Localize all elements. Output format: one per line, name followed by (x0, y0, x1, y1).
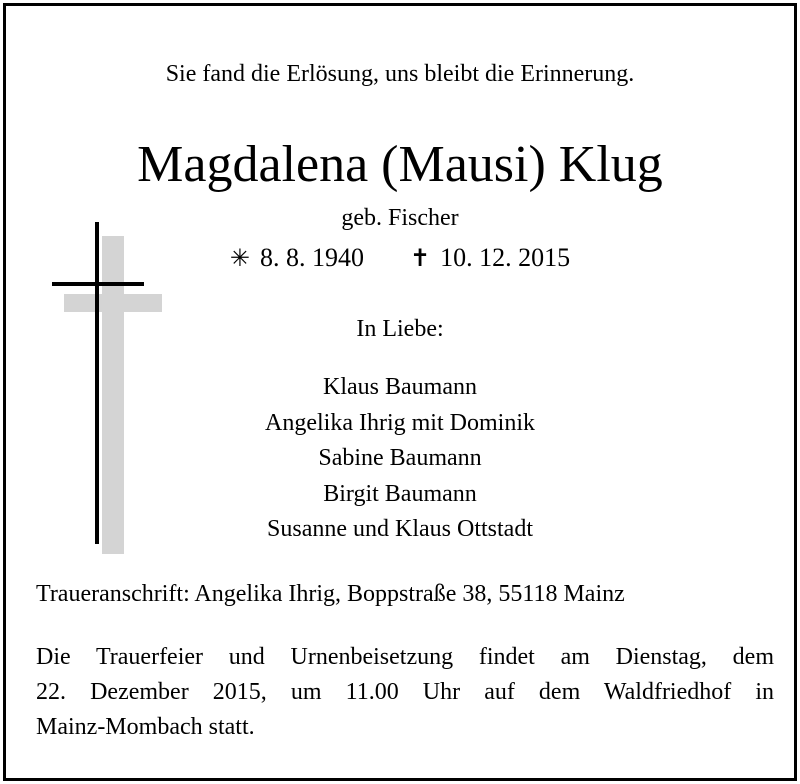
mourning-address: Traueranschrift: Angelika Ihrig, Boppstraße 38, 55118 Mainz (36, 581, 625, 607)
death-date: 10. 12. 2015 (440, 243, 571, 272)
mourners-list (6, 370, 794, 548)
ceremony-line: Die Trauerfeier und Urnenbeisetzung findet am Dienstag, dem (36, 644, 774, 670)
obituary-notice (3, 3, 797, 781)
death-cross-icon: ✝ (410, 246, 431, 272)
mourner-name: Klaus Baumann (323, 374, 477, 400)
motto: Sie fand die Erlösung, uns bleibt die Erinnerung. (165, 61, 635, 87)
ceremony-line: Mainz-Mombach statt. (36, 714, 255, 740)
birth-date: 8. 8. 1940 (260, 243, 364, 272)
mourner-name: Susanne und Klaus Ottstadt (267, 516, 533, 542)
mourner-name: Birgit Baumann (323, 480, 477, 507)
ceremony-line: 22. Dezember 2015, um 11.00 Uhr auf dem Waldfriedhof in (36, 679, 774, 705)
cross-line-horizontal (52, 282, 144, 286)
maiden-name: geb. Fischer (341, 205, 459, 231)
cross-shadow-horizontal (64, 294, 162, 312)
mourner-name: Sabine Baumann (318, 445, 482, 471)
love-heading: In Liebe: (356, 316, 444, 342)
deceased-name: Magdalena (Mausi) Klug (137, 136, 663, 193)
ceremony-info (36, 640, 774, 745)
birth-star-icon: ✳ (229, 246, 250, 272)
mourner-name: Angelika Ihrig mit Dominik (265, 409, 535, 436)
